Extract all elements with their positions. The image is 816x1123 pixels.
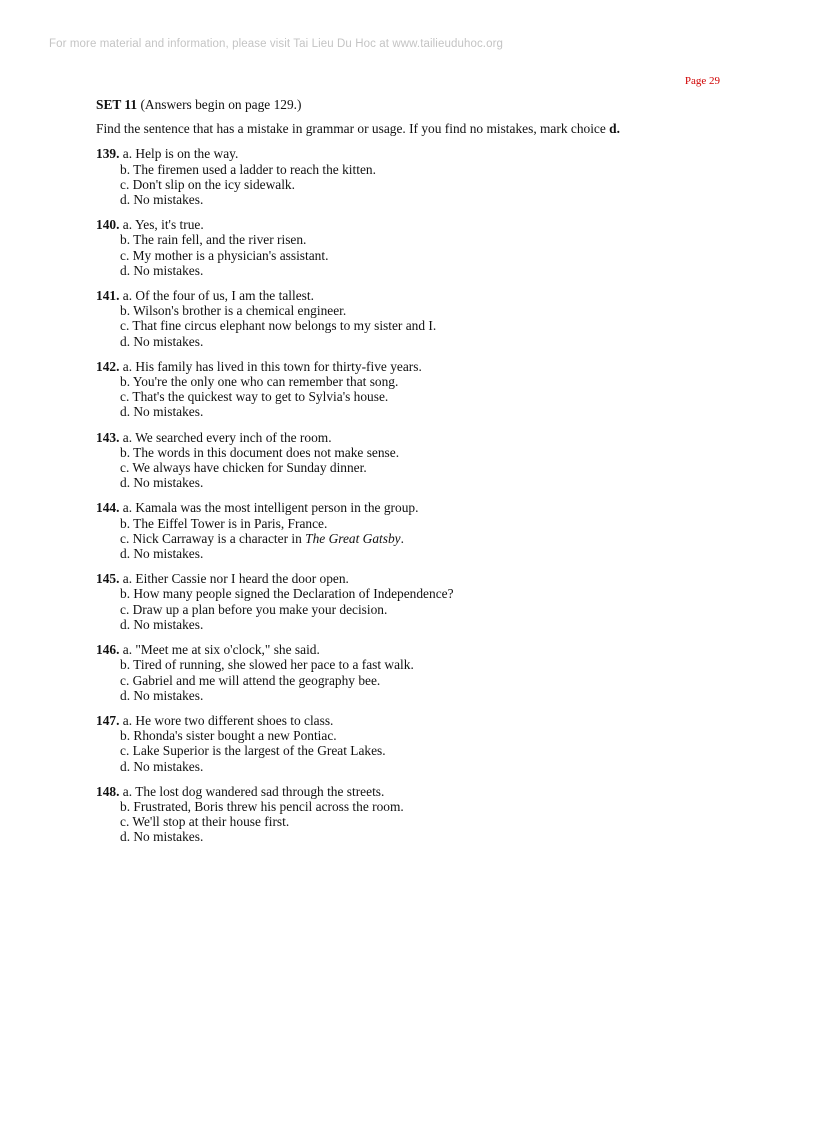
page-number: Page 29 bbox=[684, 75, 720, 87]
option-a: a. Of the four of us, I am the tallest. bbox=[122, 288, 314, 304]
instruction-text: Find the sentence that has a mistake in grammar or usage. If you find no mistakes, mark choice bbox=[96, 121, 606, 137]
document-body bbox=[96, 97, 736, 855]
question-number: 139. bbox=[96, 146, 120, 162]
option-c-punctuation: . bbox=[400, 530, 404, 546]
book-title: The Great Gatsby bbox=[305, 530, 401, 546]
option-d: d. No mistakes. bbox=[120, 333, 204, 349]
option-a: a. The lost dog wandered sad through the streets. bbox=[122, 783, 385, 799]
question-145 bbox=[96, 571, 736, 632]
option-c: c. That fine circus elephant now belongs to my sister and I. bbox=[120, 318, 437, 334]
option-d: d. No mistakes. bbox=[120, 546, 204, 562]
set-title: SET 11 bbox=[96, 97, 138, 112]
question-140 bbox=[96, 217, 736, 278]
option-b: b. The firemen used a ladder to reach the kitten. bbox=[120, 161, 376, 177]
option-a: a. We searched every inch of the room. bbox=[122, 429, 332, 445]
option-d: d. No mistakes. bbox=[120, 829, 204, 845]
option-b: b. The Eiffel Tower is in Paris, France. bbox=[120, 515, 328, 531]
option-b: b. The rain fell, and the river risen. bbox=[120, 232, 307, 248]
option-a: a. "Meet me at six o'clock," she said. bbox=[122, 642, 320, 658]
question-number: 142. bbox=[96, 358, 120, 374]
question-number: 148. bbox=[96, 783, 120, 799]
question-number: 147. bbox=[96, 712, 120, 728]
question-143 bbox=[96, 430, 736, 491]
option-d: d. No mistakes. bbox=[120, 616, 204, 632]
option-a: a. Help is on the way. bbox=[122, 146, 239, 162]
option-d: d. No mistakes. bbox=[120, 475, 204, 491]
question-number: 140. bbox=[96, 217, 120, 233]
option-a: a. Either Cassie nor I heard the door open. bbox=[122, 571, 349, 587]
option-a: a. Yes, it's true. bbox=[122, 217, 204, 233]
option-b: b. Rhonda's sister bought a new Pontiac. bbox=[120, 728, 337, 744]
set-answers-note: (Answers begin on page 129.) bbox=[140, 97, 302, 112]
option-b: b. How many people signed the Declaration of Independence? bbox=[120, 586, 454, 602]
option-c: c. Gabriel and me will attend the geography bee. bbox=[120, 672, 381, 688]
option-d: d. No mistakes. bbox=[120, 192, 204, 208]
option-c: c. Draw up a plan before you make your decision. bbox=[120, 601, 388, 617]
question-141 bbox=[96, 288, 736, 349]
instruction bbox=[96, 121, 736, 136]
set-heading bbox=[96, 97, 736, 112]
question-139 bbox=[96, 146, 736, 207]
question-number: 141. bbox=[96, 288, 120, 304]
option-c: c. My mother is a physician's assistant. bbox=[120, 247, 329, 263]
option-c: c. We always have chicken for Sunday dinner. bbox=[120, 460, 367, 476]
question-142 bbox=[96, 359, 736, 420]
option-d: d. No mistakes. bbox=[120, 758, 204, 774]
option-c bbox=[96, 531, 736, 546]
option-a: a. His family has lived in this town for thirty-five years. bbox=[122, 358, 422, 374]
question-144 bbox=[96, 500, 736, 561]
question-number: 146. bbox=[96, 642, 120, 658]
option-a: a. He wore two different shoes to class. bbox=[122, 712, 334, 728]
option-c: c. We'll stop at their house first. bbox=[120, 814, 290, 830]
option-c-text: c. Nick Carraway is a character in bbox=[120, 530, 302, 546]
watermark-text: For more material and information, please visit Tai Lieu Du Hoc at www.tailieuduhoc.org bbox=[49, 38, 504, 50]
option-c: c. Lake Superior is the largest of the Great Lakes. bbox=[120, 743, 386, 759]
option-c: c. Don't slip on the icy sidewalk. bbox=[120, 176, 295, 192]
option-d: d. No mistakes. bbox=[120, 687, 204, 703]
option-b: b. Frustrated, Boris threw his pencil across the room. bbox=[120, 798, 404, 814]
question-147 bbox=[96, 713, 736, 774]
option-d: d. No mistakes. bbox=[120, 404, 204, 420]
option-b: b. You're the only one who can remember that song. bbox=[120, 374, 399, 390]
question-number: 145. bbox=[96, 571, 120, 587]
option-b: b. Wilson's brother is a chemical engineer. bbox=[120, 303, 347, 319]
option-c: c. That's the quickest way to get to Sylvia's house. bbox=[120, 389, 389, 405]
question-148 bbox=[96, 784, 736, 845]
option-d: d. No mistakes. bbox=[120, 262, 204, 278]
question-146 bbox=[96, 642, 736, 703]
option-b: b. Tired of running, she slowed her pace to a fast walk. bbox=[120, 657, 414, 673]
option-b: b. The words in this document does not make sense. bbox=[120, 444, 400, 460]
instruction-choice: d. bbox=[609, 121, 620, 137]
option-a: a. Kamala was the most intelligent person in the group. bbox=[122, 500, 419, 516]
question-number: 144. bbox=[96, 500, 120, 516]
question-number: 143. bbox=[96, 429, 120, 445]
